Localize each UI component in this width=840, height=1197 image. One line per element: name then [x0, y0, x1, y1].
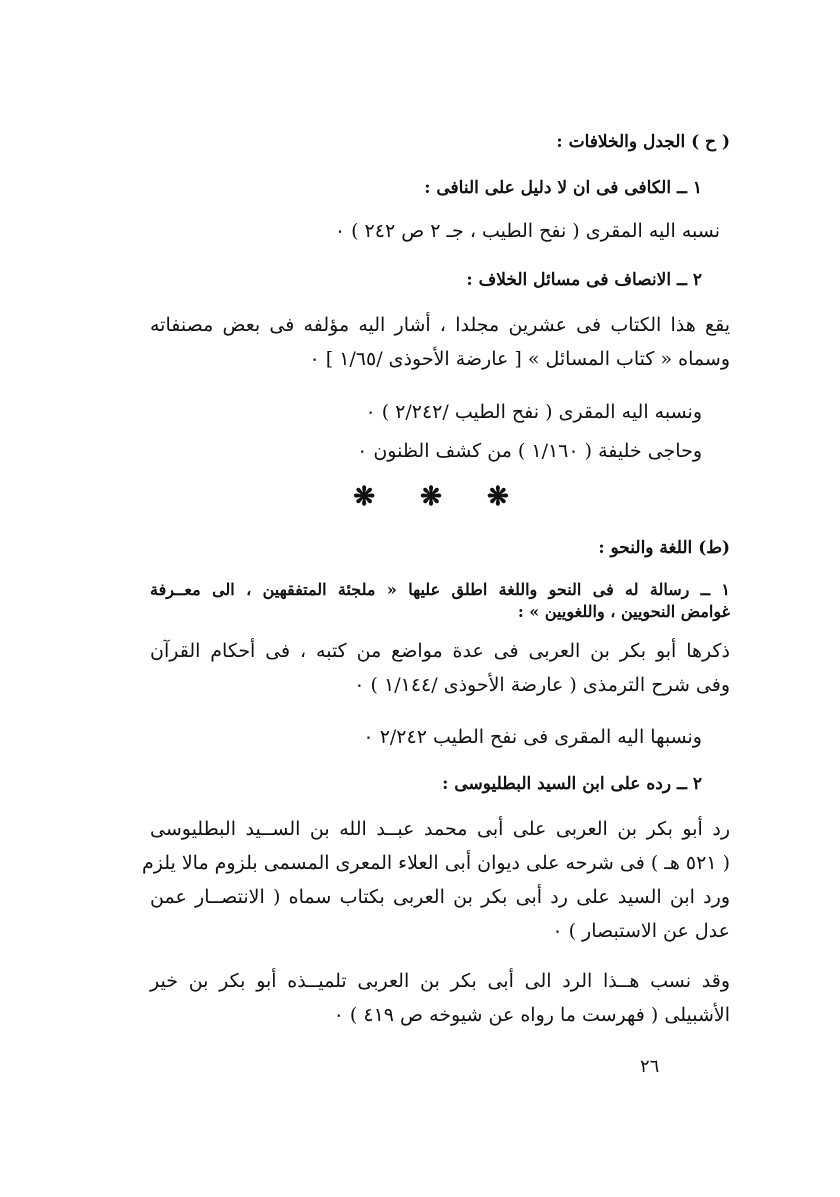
- section-h-item2-p3: وحاجى خليفة ( ١/١٦٠ ) من كشف الظنون ٠: [357, 440, 702, 462]
- section-h-item1-text: نسبه اليه المقرى ( نفح الطيب ، جـ ٢ ص ٢٤٢ ) ٠: [334, 220, 720, 242]
- page-number: ٢٦: [640, 1056, 660, 1077]
- section-h-item2-p1-line1: يقع هذا الكتاب فى عشرين مجلدا ، أشار اليه مؤلفه فى بعض مصنفاته: [150, 314, 730, 336]
- section-t-item2-p1-line2: ( ٥٢١ هـ ) فى شرحه على ديوان أبى العلاء المعرى المسمى بلزوم مالا يلزم: [141, 852, 730, 874]
- section-t-item2-p1-line1: رد أبو بكر بن العربى على أبى محمد عبــد الله بن الســيد البطليوسى: [150, 818, 730, 840]
- section-t-item2-p1-line3: ورد ابن السيد على رد أبى بكر بن العربى بكتاب سماه ( الانتصــار عمن: [150, 886, 730, 908]
- separator-stars: ❋ ❋ ❋: [353, 482, 527, 512]
- section-t-item1-p2: ونسبها اليه المقرى فى نفح الطيب ٢/٢٤٢ ٠: [363, 726, 702, 748]
- section-t-heading: (ط) اللغة والنحو :: [598, 538, 730, 558]
- section-t-item2-title: ٢ ــ رده على ابن السيد البطليوسى :: [442, 774, 702, 794]
- section-h-item2-title: ٢ ــ الانصاف فى مسائل الخلاف :: [466, 270, 702, 290]
- section-t-item2-p2-line2: الأشبيلى ( فهرست ما رواه عن شيوخه ص ٤١٩ ) ٠: [333, 1004, 730, 1026]
- document-page: [141, 118, 730, 1118]
- section-t-item1-title-line1: ١ ــ رسالة له فى النحو واللغة اطلق عليها « ملجئة المتفقهين ، الى معــرفة: [150, 580, 730, 599]
- section-t-item1-p1-line1: ذكرها أبو بكر بن العربى فى عدة مواضع من كتبه ، فى أحكام القرآن: [150, 640, 730, 662]
- section-t-item2-p2-line1: وقد نسب هــذا الرد الى أبى بكر بن العربى تلميــذه أبو بكر بن خير: [150, 970, 730, 992]
- section-h-item2-p1-line2: وسماه « كتاب المسائل » [ عارضة الأحوذى /١/٦٥ ] ٠: [309, 348, 730, 370]
- section-t-item1-title-line2: غوامض النحويين ، واللغويين » :: [517, 602, 730, 621]
- section-h-heading: ( ح ) الجدل والخلافات :: [556, 132, 730, 152]
- section-h-item1-title: ١ ــ الكافى فى ان لا دليل على النافى :: [424, 178, 702, 198]
- section-t-item2-p1-line4: عدل عن الاستبصار ) ٠: [552, 920, 730, 942]
- section-t-item1-p1-line2: وفى شرح الترمذى ( عارضة الأحوذى /١/١٤٤ ) ٠: [354, 674, 730, 696]
- section-h-item2-p2: ونسبه اليه المقرى ( نفح الطيب /٢/٢٤٢ ) ٠: [365, 401, 702, 423]
